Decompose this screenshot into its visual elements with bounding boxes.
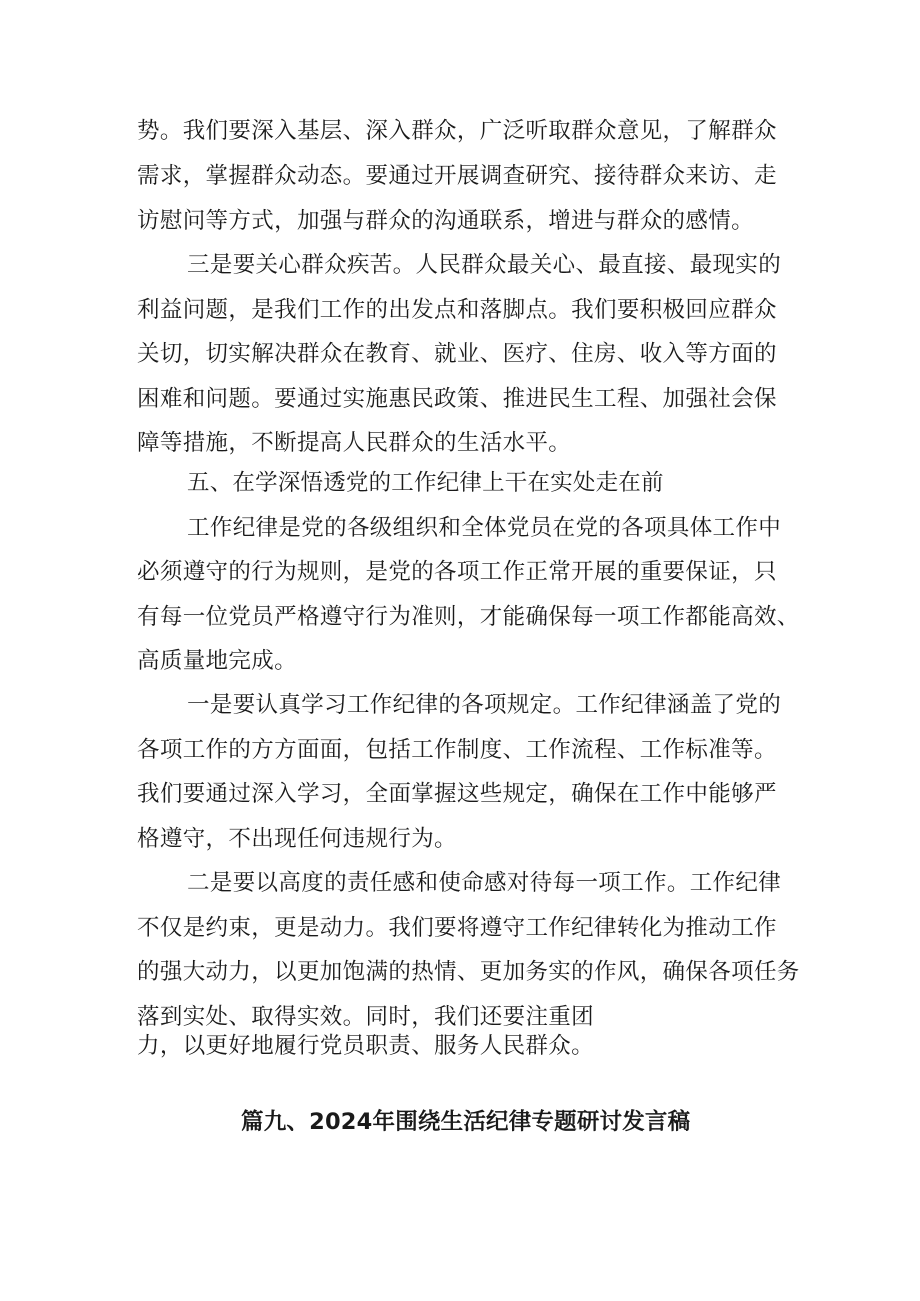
body-line: 障等措施，不断提高人民群众的生活水平。 <box>137 430 572 456</box>
section-heading: 五、在学深悟透党的工作纪律上干在实处走在前 <box>187 470 664 496</box>
paragraph-first-line: 二是要以高度的责任感和使命感对待每一项工作。工作纪律 <box>187 870 782 896</box>
body-line: 我们要通过深入学习，全面掌握这些规定，确保在工作中能够严 <box>137 781 777 807</box>
body-line: 不仅是约束，更是动力。我们要将遵守工作纪律转化为推动工作 <box>137 915 777 941</box>
body-line: 利益问题，是我们工作的出发点和落脚点。我们要积极回应群众 <box>137 297 777 323</box>
body-line: 必须遵守的行为规则，是党的各项工作正常开展的重要保证，只 <box>137 559 777 585</box>
body-line: 需求，掌握群众动态。要通过开展调查研究、接待群众来访、走 <box>137 163 777 189</box>
paragraph-first-line: 一是要认真学习工作纪律的各项规定。工作纪律涵盖了党的 <box>187 692 782 718</box>
body-line: 力，以更好地履行党员职责、服务人民群众。 <box>137 1033 595 1059</box>
body-line: 各项工作的方方面面，包括工作制度、工作流程、工作标准等。 <box>137 737 777 763</box>
body-line: 格遵守，不出现任何违规行为。 <box>137 826 457 852</box>
body-line: 关切，切实解决群众在教育、就业、医疗、住房、收入等方面的 <box>137 341 777 367</box>
body-line: 高质量地完成。 <box>137 648 297 674</box>
body-line: 的强大动力，以更加饱满的热情、更加务实的作风，确保各项任务 <box>137 959 800 985</box>
paragraph-first-line: 三是要关心群众疾苦。人民群众最关心、最直接、最现实的 <box>187 252 782 278</box>
paragraph-first-line: 工作纪律是党的各级组织和全体党员在党的各项具体工作中 <box>187 515 782 541</box>
body-line: 落到实处、取得实效。同时，我们还要注重团 <box>137 1004 595 1030</box>
body-line: 势。我们要深入基层、深入群众，广泛听取群众意见，了解群众 <box>137 118 777 144</box>
body-line: 访慰问等方式，加强与群众的沟通联系，增进与群众的感情。 <box>137 208 754 234</box>
body-line: 困难和问题。要通过实施惠民政策、推进民生工程、加强社会保 <box>137 386 777 412</box>
next-document-title: 篇九、2024年围绕生活纪律专题研讨发言稿 <box>241 1109 691 1135</box>
body-line: 有每一位党员严格遵守行为准则，才能确保每一项工作都能高效、 <box>137 604 800 630</box>
